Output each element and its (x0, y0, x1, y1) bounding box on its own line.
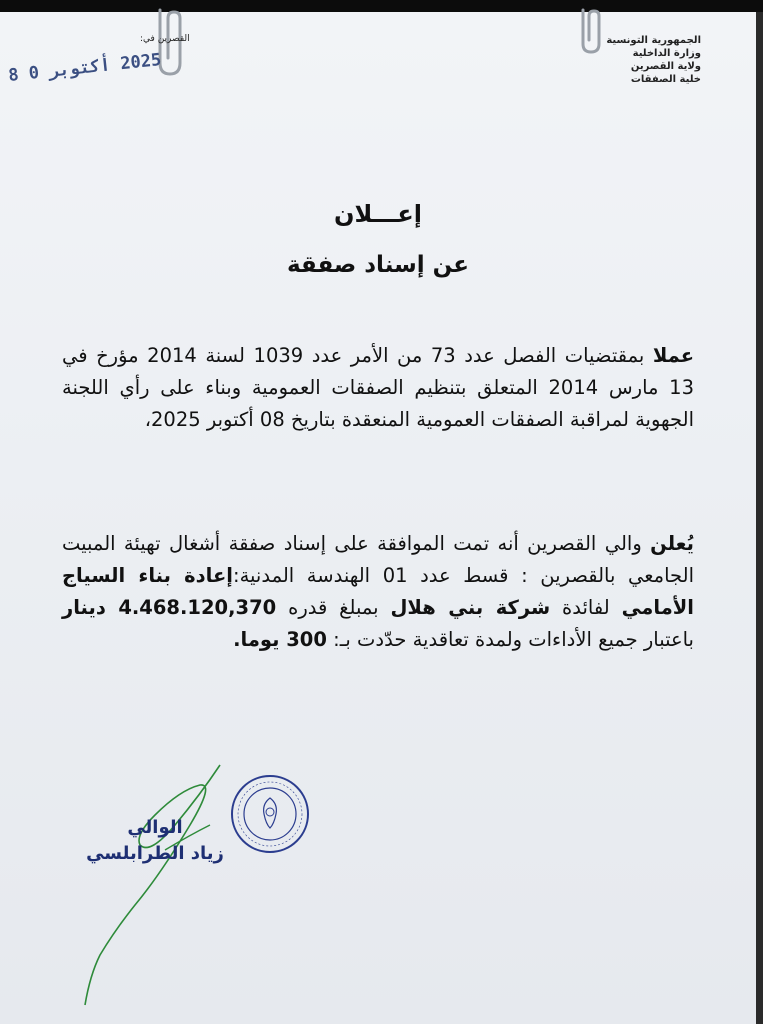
paragraph-lead: يُعلن (650, 532, 694, 555)
letterhead (606, 34, 701, 86)
signature-block (80, 815, 230, 867)
contract-duration: 300 يوما. (233, 628, 327, 651)
top-dark-bar (0, 0, 763, 12)
paragraph-text: والي القصرين أنه تمت الموافقة على إسناد صفقة أشغال تهيئة المبيت الجامعي بالقصرين : قسط عدد 01 الهندسة المدنية: (62, 532, 694, 587)
page-title: إعـــلان (334, 200, 422, 228)
signatory-title: الوالي (127, 817, 183, 838)
work-item: إعادة بناء السياج الأمامي (62, 564, 694, 619)
place-date-label: القصرين في: (140, 34, 190, 44)
header-ministry: وزارة الداخلية (632, 48, 701, 59)
handwritten-signature-icon (80, 755, 230, 1015)
header-unit: خلية الصفقات (630, 74, 701, 85)
paragraph-text: لفائدة (550, 596, 622, 619)
date-stamp: 2025 أكتوبر 0 8 (7, 50, 163, 86)
award-paragraph (62, 528, 694, 656)
page-edge-shadow (756, 12, 763, 1024)
page-subtitle: عن إسناد صفقة (286, 252, 470, 278)
legal-basis-paragraph (62, 340, 694, 436)
header-governorate: ولاية القصرين (630, 61, 701, 72)
paragraph-lead: عملا (652, 344, 695, 367)
paragraph-text: باعتبار جميع الأداءات ولمدة تعاقدية حدّدت بـ: (326, 628, 694, 651)
official-seal-icon (228, 772, 312, 856)
contract-amount: 4.468.120,370 دينار (62, 596, 277, 619)
awarded-company: شركة بني هلال (390, 596, 551, 619)
header-republic: الجمهورية التونسية (606, 35, 701, 46)
paragraph-text: بمبلغ قدره (276, 596, 391, 619)
signatory-name: زياد الطرابلسي (86, 843, 224, 864)
paragraph-text: بمقتضيات الفصل عدد 73 من الأمر عدد 1039 لسنة 2014 مؤرخ في 13 مارس 2014 المتعلق بتنظيم الصفقات العمومية وبناء على رأي اللجنة الجهوية لمراقبة الصفقات العمومية المنعقدة بتاريخ 08 أكتوبر 2025، (62, 344, 694, 431)
